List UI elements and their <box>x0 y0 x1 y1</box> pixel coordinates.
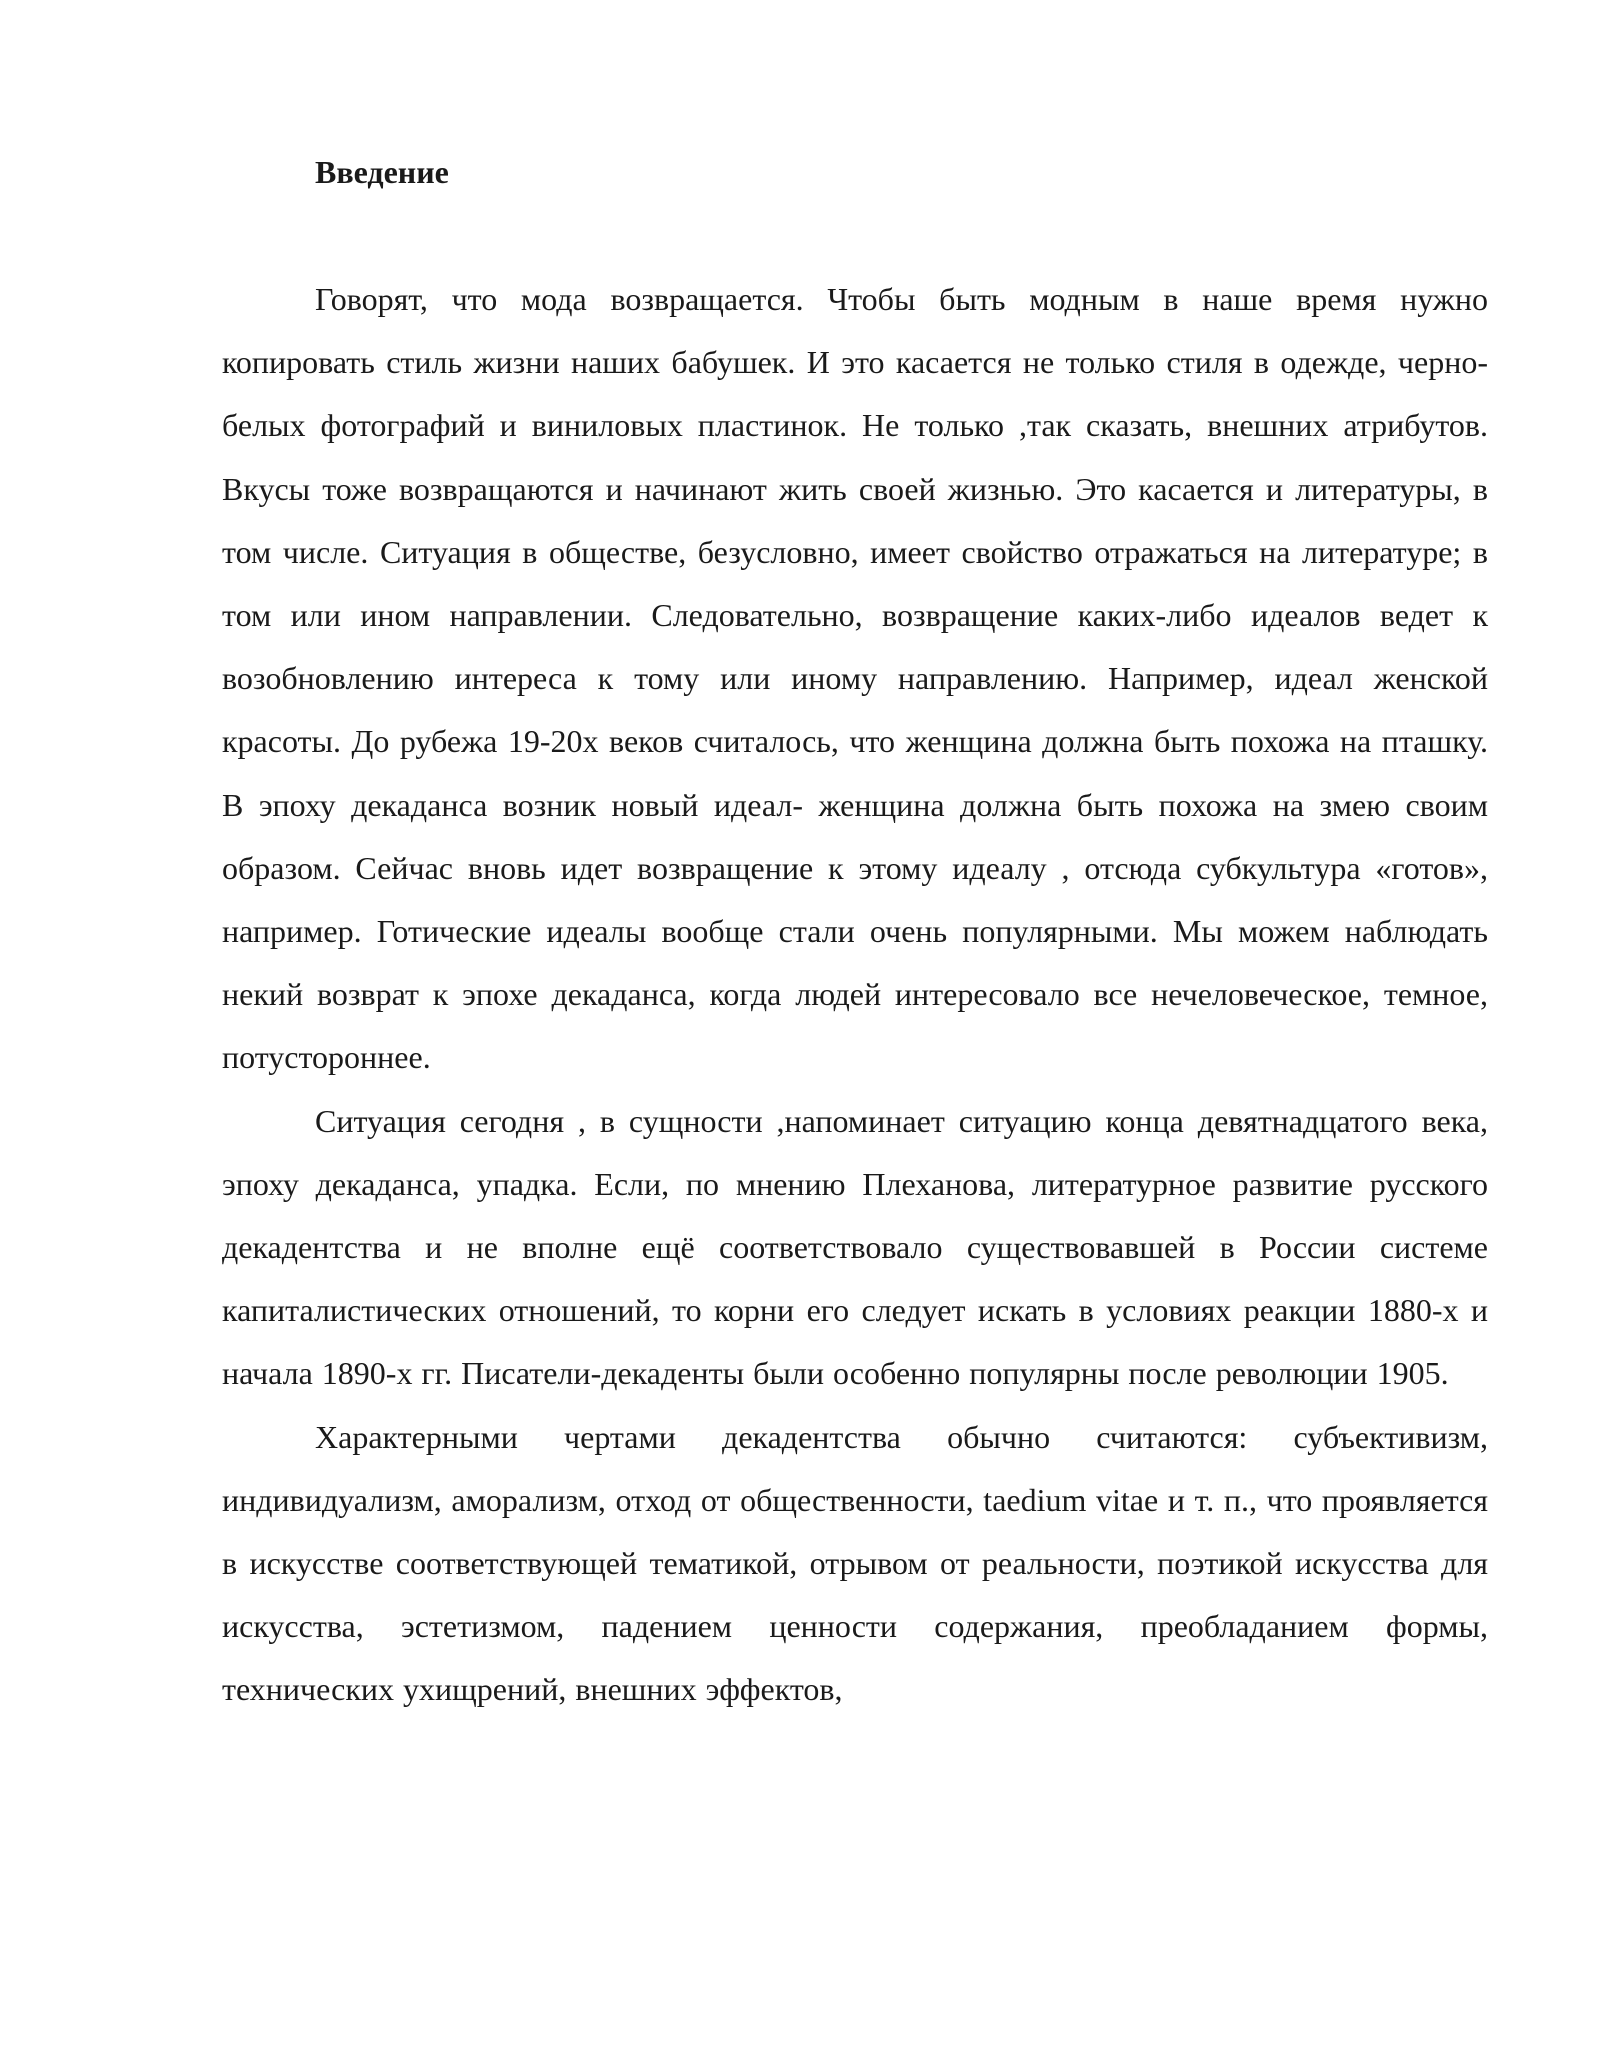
paragraph-2: Ситуация сегодня , в сущности ,напоминает ситуацию конца девятнадцатого века, эпоху декаданса, упадка. Если, по мнению Плеханова, литературное развитие русского декадентства и не вполне ещё соответствовало существовавшей в России системе капиталистических отношений, то корни его следует искать в условиях реакции 1880-х и начала 1890-х гг. Писатели-декаденты были особенно популярны после революции 1905. <box>222 1102 1488 1392</box>
paragraph-1: Говорят, что мода возвращается. Чтобы быть модным в наше время нужно копировать стиль жизни наших бабушек. И это касается не только стиля в одежде, черно-белых фотографий и виниловых пластинок. Не только ,так сказать, внешних атрибутов. Вкусы тоже возвращаются и начинают жить своей жизнью. Это касается и литературы, в том числе. Ситуация в обществе, безусловно, имеет свойство отражаться на литературе; в том или ином направлении. Следовательно, возвращение каких-либо идеалов ведет к возобновлению интереса к тому или иному направлению. Например, идеал женской красоты. До рубежа 19-20х веков считалось, что женщина должна быть похожа на пташку. В эпоху декаданса возник новый идеал- женщина должна быть похожа на змею своим образом. Сейчас вновь идет возвращение к этому идеалу , отсюда субкультура «готов», например. Готические идеалы вообще стали очень популярными. Мы можем наблюдать некий возврат к эпохе декаданса, когда людей интересовало все нечеловеческое, темное, потустороннее. <box>222 281 1488 1076</box>
page-title: Введение <box>315 154 449 190</box>
paragraph-3: Характерными чертами декадентства обычно считаются: субъективизм, индивидуализм, аморализм, отход от общественности, taedium vitae и т. п., что проявляется в искусстве соответствующей тематикой, отрывом от реальности, поэтикой искусства для искусства, эстетизмом, падением ценности содержания, преобладанием формы, технических ухищрений, внешних эффектов, <box>222 1418 1488 1708</box>
document-body <box>222 268 1488 1722</box>
